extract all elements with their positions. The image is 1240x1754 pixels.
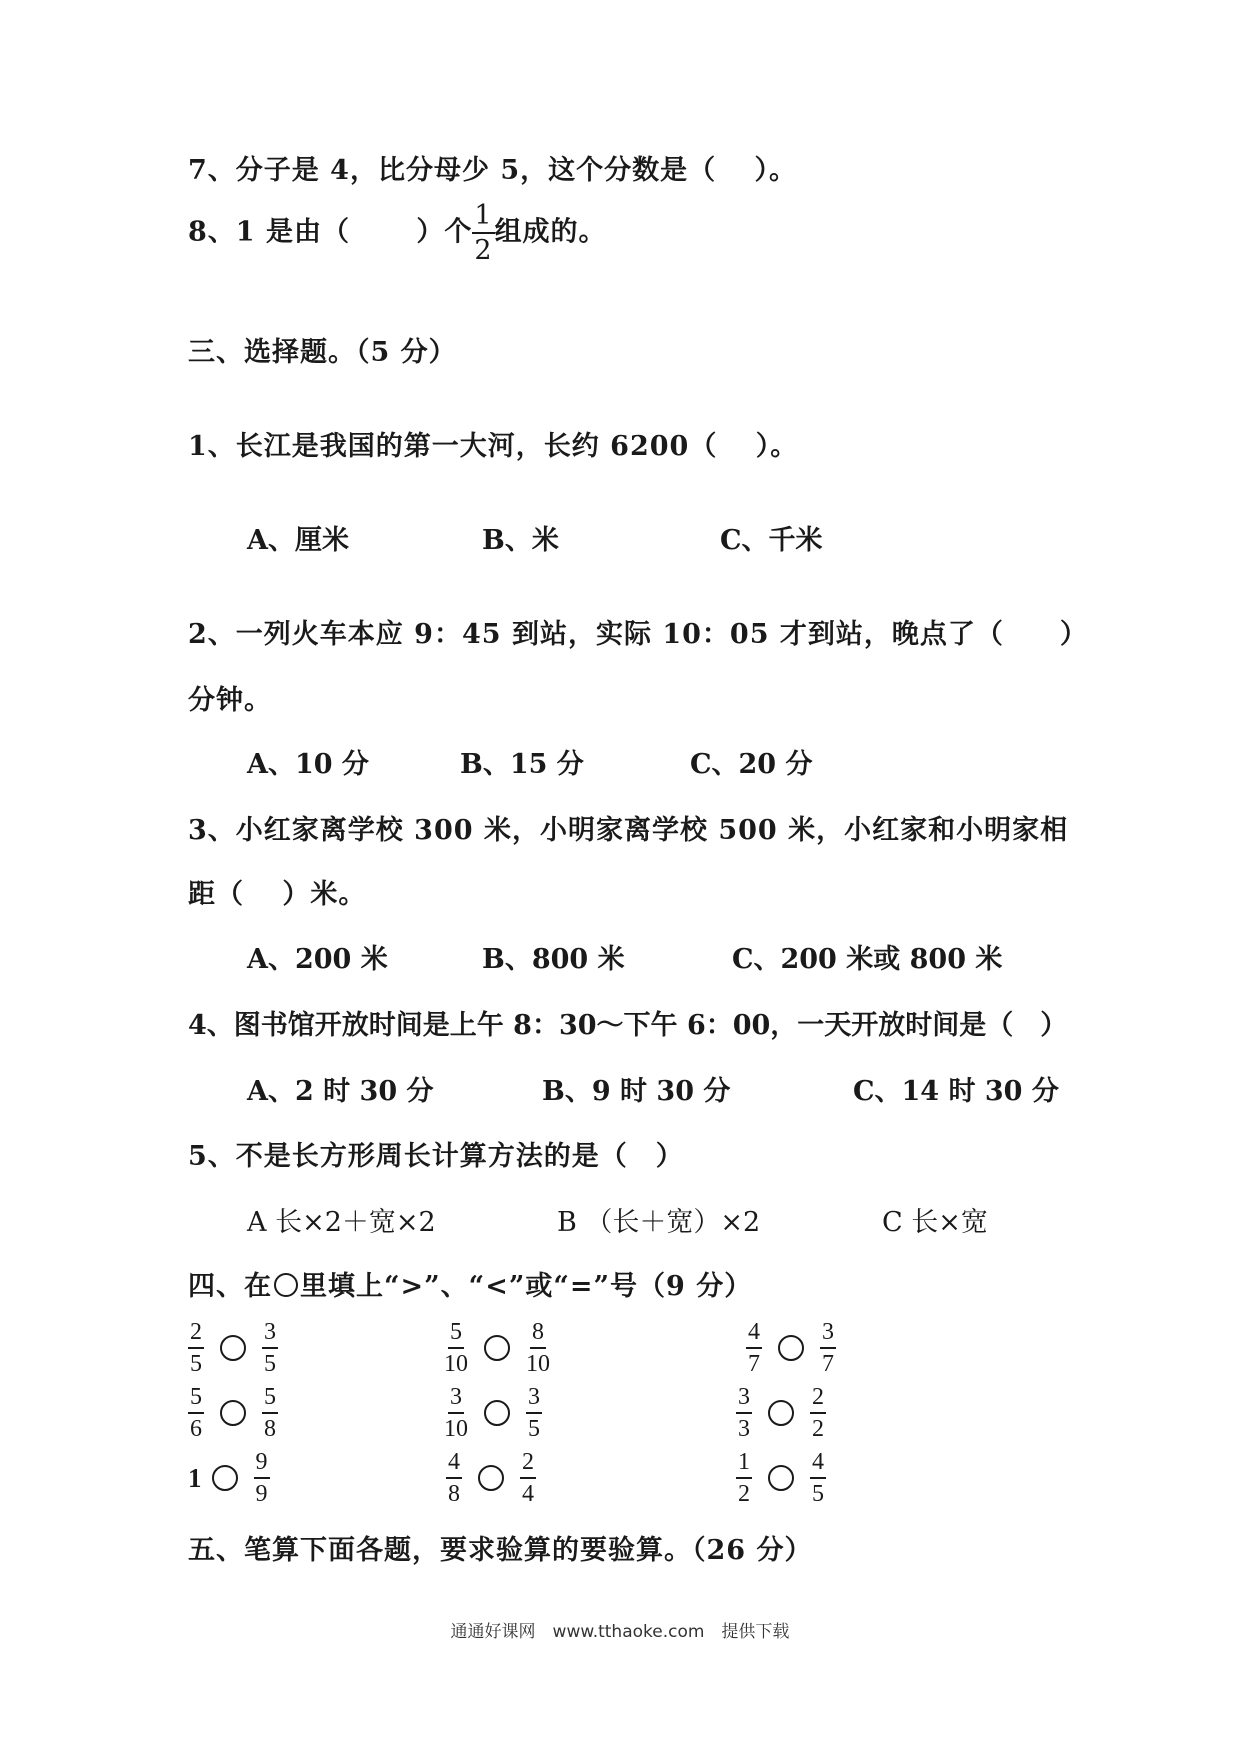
mc-4-stem: 4、图书馆开放时间是上午 8：30～下午 6：00，一天开放时间是（ ） (188, 1010, 1068, 1041)
left-fraction (446, 1450, 462, 1506)
left-fraction (444, 1320, 468, 1376)
numerator: 2 (188, 1320, 204, 1349)
compare-circle[interactable] (484, 1335, 510, 1361)
denominator: 7 (748, 1351, 760, 1377)
compare-circle[interactable] (778, 1335, 804, 1361)
comparison-1-1 (188, 1320, 278, 1376)
mc-3-option-a: A、200 米 (247, 944, 388, 975)
denominator: 5 (264, 1351, 276, 1377)
mc-5-option-c: C 长×宽 (882, 1207, 988, 1238)
right-fraction (254, 1450, 270, 1506)
mc-4-option-b: B、9 时 30 分 (542, 1076, 731, 1107)
numerator: 2 (520, 1450, 536, 1479)
denominator: 3 (738, 1416, 750, 1442)
denominator: 4 (522, 1481, 534, 1507)
right-fraction (262, 1320, 278, 1376)
numerator: 5 (188, 1385, 204, 1414)
numerator: 4 (810, 1450, 826, 1479)
comparison-3-2 (446, 1450, 536, 1506)
fraction-one-half (472, 202, 494, 264)
left-fraction (736, 1385, 752, 1441)
numerator: 3 (736, 1385, 752, 1414)
right-fraction (810, 1450, 826, 1506)
section-4-heading (188, 1264, 752, 1303)
numerator: 2 (810, 1385, 826, 1414)
right-fraction (820, 1320, 836, 1376)
numerator: 1 (736, 1450, 752, 1479)
comparison-3-1 (188, 1450, 270, 1506)
circle-icon (274, 1273, 298, 1297)
denominator: 9 (255, 1481, 268, 1507)
section-4-heading-pre: 四、在 (188, 1271, 272, 1302)
numerator: 3 (820, 1320, 836, 1349)
numerator: 5 (448, 1320, 464, 1349)
left-fraction (188, 1385, 204, 1441)
mc-1-stem: 1、长江是我国的第一大河，长约 6200（ ）。 (188, 431, 799, 462)
numerator: 4 (446, 1450, 462, 1479)
right-fraction (520, 1450, 536, 1506)
denominator: 2 (812, 1416, 824, 1442)
numerator: 4 (746, 1320, 762, 1349)
mc-3-option-b: B、800 米 (482, 944, 625, 975)
comparison-2-2 (444, 1385, 542, 1441)
question-8 (188, 202, 607, 264)
denominator: 2 (738, 1481, 750, 1507)
mc-1-option-b: B、米 (482, 525, 559, 556)
whole-number-one: 1 (188, 1462, 202, 1493)
mc-2-stem-line-2: 分钟。 (188, 685, 272, 716)
mc-2-stem-line-1: 2、一列火车本应 9：45 到站，实际 10：05 才到站，晚点了（ ） (188, 619, 1088, 650)
compare-circle[interactable] (478, 1465, 504, 1491)
section-5-heading: 五、笔算下面各题，要求验算的要验算。（26 分） (188, 1535, 813, 1566)
mc-4-option-a: A、2 时 30 分 (247, 1076, 434, 1107)
mc-2-option-c: C、20 分 (690, 749, 813, 780)
denominator: 8 (448, 1481, 460, 1507)
mc-1-option-c: C、千米 (720, 525, 823, 556)
compare-circle[interactable] (220, 1400, 246, 1426)
numerator: 3 (526, 1385, 542, 1414)
footer-source: 通通好课网 www.tthaoke.com 提供下载 (450, 1622, 790, 1642)
compare-circle[interactable] (768, 1465, 794, 1491)
denominator: 5 (528, 1416, 540, 1442)
compare-circle[interactable] (220, 1335, 246, 1361)
question-7: 7、分子是 4，比分母少 5，这个分数是（ ）。 (188, 155, 798, 186)
comparison-2-1 (188, 1385, 278, 1441)
numerator: 5 (262, 1385, 278, 1414)
question-8-text-pre: 8、1 是由（ ）个 (188, 216, 473, 248)
denominator: 8 (264, 1416, 276, 1442)
comparison-2-3 (736, 1385, 826, 1441)
compare-circle[interactable] (768, 1400, 794, 1426)
denominator: 10 (444, 1416, 468, 1442)
denominator: 10 (444, 1351, 468, 1377)
compare-circle[interactable] (484, 1400, 510, 1426)
right-fraction (526, 1320, 550, 1376)
mc-3-stem-line-1: 3、小红家离学校 300 米，小明家离学校 500 米，小红家和小明家相 (188, 815, 1069, 846)
mc-2-option-a: A、10 分 (247, 749, 369, 780)
left-fraction (188, 1320, 204, 1376)
left-fraction (444, 1385, 468, 1441)
question-8-text-post: 组成的。 (494, 216, 607, 248)
comparison-1-2 (444, 1320, 550, 1376)
left-fraction (736, 1450, 752, 1506)
numerator: 9 (254, 1450, 270, 1479)
compare-circle[interactable] (212, 1465, 238, 1491)
denominator: 10 (526, 1351, 550, 1377)
denominator: 6 (190, 1416, 202, 1442)
left-fraction (746, 1320, 762, 1376)
mc-1-option-a: A、厘米 (247, 525, 349, 556)
mc-5-option-b: B （长＋宽）×2 (557, 1207, 761, 1238)
comparison-3-3 (736, 1450, 826, 1506)
mc-3-option-c: C、200 米或 800 米 (732, 944, 1003, 975)
mc-5-option-a: A 长×2＋宽×2 (247, 1207, 436, 1238)
fraction-denominator: 2 (474, 235, 493, 266)
section-4-heading-post: 里填上“>”、“<”或“=”号（9 分） (300, 1271, 753, 1302)
denominator: 5 (812, 1481, 824, 1507)
numerator: 8 (530, 1320, 546, 1349)
denominator: 5 (190, 1351, 202, 1377)
numerator: 3 (262, 1320, 278, 1349)
denominator: 7 (822, 1351, 834, 1377)
fraction-numerator: 1 (472, 202, 494, 234)
right-fraction (810, 1385, 826, 1441)
mc-4-option-c: C、14 时 30 分 (853, 1076, 1059, 1107)
section-3-heading: 三、选择题。（5 分） (188, 337, 457, 368)
comparison-1-3 (746, 1320, 836, 1376)
numerator: 3 (448, 1385, 464, 1414)
mc-3-stem-line-2: 距（ ）米。 (188, 879, 367, 910)
right-fraction (262, 1385, 278, 1441)
mc-2-option-b: B、15 分 (460, 749, 584, 780)
mc-5-stem: 5、不是长方形周长计算方法的是（ ） (188, 1141, 684, 1172)
right-fraction (526, 1385, 542, 1441)
